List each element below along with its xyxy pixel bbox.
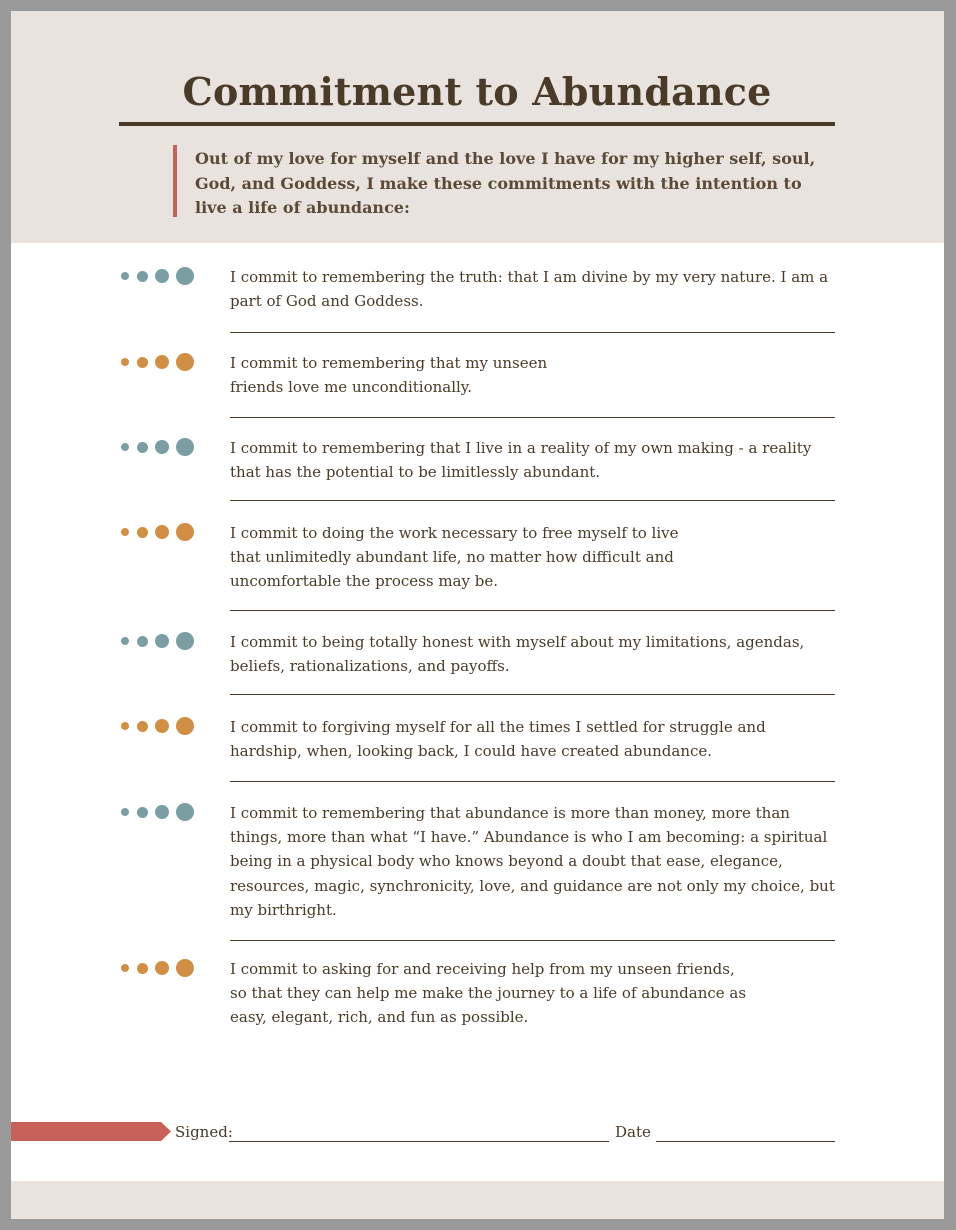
dots-icon-orange <box>119 521 199 543</box>
commitment-text: I commit to forgiving myself for all the times I settled for struggle and hardship, when, looking back, I could have created abundance. <box>230 718 766 761</box>
intro-accent-bar <box>173 145 177 217</box>
commitment-text: I commit to remembering that abundance is more than money, more than things, more than what “I have.” Abundance is who I am becoming: a spiritual being in a physical body who knows beyond a doubt that ease, elegance, resources, magic, synchronicity, love, and guidance are not only my choice, but my birthright. <box>230 804 835 919</box>
dot-icon <box>155 269 169 283</box>
date-label: Date <box>615 1123 651 1141</box>
dots-icon-blue <box>119 801 199 823</box>
dot-icon <box>121 272 129 280</box>
dot-icon <box>121 964 129 972</box>
dot-icon <box>121 808 129 816</box>
dot-icon <box>155 805 169 819</box>
dot-icon <box>121 443 129 451</box>
dot-icon <box>155 440 169 454</box>
dot-icon <box>121 528 129 536</box>
dot-icon <box>155 719 169 733</box>
page-title: Commitment to Abundance <box>182 69 772 114</box>
commitment-divider <box>230 332 835 333</box>
dot-icon <box>155 634 169 648</box>
dot-icon <box>176 523 194 541</box>
dots-icon-orange <box>119 715 199 737</box>
commitment-text: I commit to being totally honest with myself about my limitations, agendas, beliefs, rationalizations, and payoffs. <box>230 633 805 676</box>
commitment-divider <box>230 610 835 611</box>
dot-icon <box>137 807 148 818</box>
dot-icon <box>176 438 194 456</box>
dot-icon <box>155 525 169 539</box>
commitment-divider <box>230 940 835 941</box>
commitment-text: I commit to asking for and receiving help from my unseen friends, so that they can help me make the journey to a life of abundance as easy, elegant, rich, and fun as possible. <box>230 960 747 1027</box>
dots-icon-orange <box>119 351 199 373</box>
dot-icon <box>137 721 148 732</box>
commitment-divider <box>230 417 835 418</box>
dot-icon <box>176 632 194 650</box>
dot-icon <box>155 355 169 369</box>
commitment-text: I commit to remembering the truth: that I am divine by my very nature. I am a part of God and Goddess. <box>230 268 829 311</box>
intro-statement: Out of my love for myself and the love I have for my higher self, soul, God, and Goddess, I make these commitments with the intention to live a life of abundance: <box>195 149 816 217</box>
commitment-text: I commit to remembering that my unseen friends love me unconditionally. <box>230 354 548 397</box>
date-field[interactable] <box>656 1141 835 1142</box>
dots-icon-orange <box>119 957 199 979</box>
dot-icon <box>121 358 129 366</box>
signature-field[interactable] <box>229 1141 609 1142</box>
dot-icon <box>121 637 129 645</box>
dots-icon-blue <box>119 265 199 287</box>
dots-icon-blue <box>119 436 199 458</box>
commitment-divider <box>230 500 835 501</box>
footer-band <box>11 1181 944 1219</box>
document-page <box>11 11 944 1219</box>
signed-label: Signed: <box>175 1123 233 1141</box>
dots-icon-blue <box>119 630 199 652</box>
dot-icon <box>176 959 194 977</box>
dot-icon <box>137 963 148 974</box>
dot-icon <box>137 357 148 368</box>
commitment-text: I commit to remembering that I live in a reality of my own making - a reality that has the potential to be limitlessly abundant. <box>230 439 812 482</box>
dot-icon <box>176 717 194 735</box>
dot-icon <box>137 271 148 282</box>
signature-arrow-icon <box>11 1122 171 1141</box>
commitment-divider <box>230 781 835 782</box>
commitment-divider <box>230 694 835 695</box>
dot-icon <box>137 527 148 538</box>
dot-icon <box>137 636 148 647</box>
dot-icon <box>176 803 194 821</box>
dot-icon <box>176 353 194 371</box>
commitment-text: I commit to doing the work necessary to free myself to live that unlimitedly abundant life, no matter how difficult and uncomfortable the process may be. <box>230 524 679 591</box>
dot-icon <box>155 961 169 975</box>
title-underline <box>119 122 835 126</box>
dot-icon <box>121 722 129 730</box>
dot-icon <box>137 442 148 453</box>
dot-icon <box>176 267 194 285</box>
